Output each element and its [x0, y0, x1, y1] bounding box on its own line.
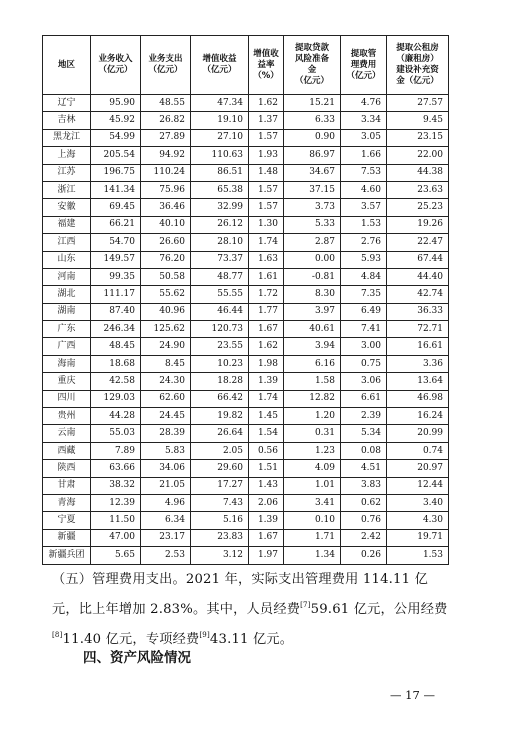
- value-cell: 3.36: [387, 355, 449, 372]
- value-cell: 16.61: [387, 338, 449, 355]
- para-text-2: 59.61 亿元，公用经费: [310, 602, 448, 617]
- table-row: [43, 494, 449, 511]
- value-cell: 7.89: [91, 442, 141, 459]
- value-cell: 1.67: [249, 321, 284, 338]
- value-cell: 73.37: [191, 251, 249, 268]
- value-cell: 1.61: [249, 268, 284, 285]
- region-cell: 青海: [43, 494, 91, 511]
- value-cell: 3.94: [284, 338, 341, 355]
- value-cell: 19.82: [191, 408, 249, 425]
- value-cell: 48.77: [191, 268, 249, 285]
- region-cell: 山东: [43, 251, 91, 268]
- value-cell: 129.03: [91, 390, 141, 407]
- value-cell: 2.87: [284, 234, 341, 251]
- value-cell: 20.97: [387, 460, 449, 477]
- column-header: 业务支出 （亿元）: [141, 36, 191, 95]
- value-cell: 0.31: [284, 425, 341, 442]
- region-cell: 四川: [43, 390, 91, 407]
- value-cell: 36.46: [141, 199, 191, 216]
- value-cell: 0.74: [387, 442, 449, 459]
- value-cell: 26.64: [191, 425, 249, 442]
- value-cell: 1.77: [249, 303, 284, 320]
- value-cell: 110.24: [141, 164, 191, 181]
- value-cell: 69.45: [91, 199, 141, 216]
- table-row: [43, 442, 449, 459]
- value-cell: 24.45: [141, 408, 191, 425]
- value-cell: 94.92: [141, 147, 191, 164]
- table-row: [43, 181, 449, 198]
- value-cell: 22.00: [387, 147, 449, 164]
- value-cell: 72.71: [387, 321, 449, 338]
- region-cell: 重庆: [43, 373, 91, 390]
- value-cell: 1.30: [249, 216, 284, 233]
- value-cell: 18.68: [91, 355, 141, 372]
- value-cell: 0.90: [284, 129, 341, 146]
- region-cell: 甘肃: [43, 477, 91, 494]
- value-cell: 2.05: [191, 442, 249, 459]
- value-cell: 3.57: [341, 199, 387, 216]
- footnote-8: [8]: [52, 631, 63, 639]
- value-cell: -0.81: [284, 268, 341, 285]
- value-cell: 37.15: [284, 181, 341, 198]
- value-cell: 1.97: [249, 547, 284, 564]
- value-cell: 23.17: [141, 529, 191, 546]
- value-cell: 3.73: [284, 199, 341, 216]
- table-row: [43, 147, 449, 164]
- value-cell: 47.00: [91, 529, 141, 546]
- value-cell: 5.16: [191, 512, 249, 529]
- table-row: [43, 425, 449, 442]
- value-cell: 86.51: [191, 164, 249, 181]
- region-cell: 福建: [43, 216, 91, 233]
- revenue-table: [42, 35, 449, 565]
- value-cell: 55.55: [191, 286, 249, 303]
- value-cell: 28.10: [191, 234, 249, 251]
- value-cell: 0.26: [341, 547, 387, 564]
- value-cell: 23.55: [191, 338, 249, 355]
- value-cell: 8.45: [141, 355, 191, 372]
- value-cell: 18.28: [191, 373, 249, 390]
- value-cell: 1.34: [284, 547, 341, 564]
- value-cell: 66.42: [191, 390, 249, 407]
- value-cell: 1.62: [249, 338, 284, 355]
- value-cell: 1.72: [249, 286, 284, 303]
- table-row: [43, 286, 449, 303]
- value-cell: 7.43: [191, 494, 249, 511]
- value-cell: 6.61: [341, 390, 387, 407]
- value-cell: 3.06: [341, 373, 387, 390]
- value-cell: 196.75: [91, 164, 141, 181]
- value-cell: 125.62: [141, 321, 191, 338]
- value-cell: 1.20: [284, 408, 341, 425]
- value-cell: 1.01: [284, 477, 341, 494]
- value-cell: 4.76: [341, 95, 387, 112]
- value-cell: 63.66: [91, 460, 141, 477]
- column-header: 增值收 益率 （%）: [249, 36, 284, 95]
- region-cell: 吉林: [43, 112, 91, 129]
- table-row: [43, 355, 449, 372]
- value-cell: 24.90: [141, 338, 191, 355]
- value-cell: 62.60: [141, 390, 191, 407]
- value-cell: 5.65: [91, 547, 141, 564]
- region-cell: 广东: [43, 321, 91, 338]
- value-cell: 1.39: [249, 373, 284, 390]
- value-cell: 19.26: [387, 216, 449, 233]
- value-cell: 1.67: [249, 529, 284, 546]
- value-cell: 11.50: [91, 512, 141, 529]
- value-cell: 48.45: [91, 338, 141, 355]
- value-cell: 4.84: [341, 268, 387, 285]
- value-cell: 111.17: [91, 286, 141, 303]
- region-cell: 安徽: [43, 199, 91, 216]
- value-cell: 3.97: [284, 303, 341, 320]
- value-cell: 1.71: [284, 529, 341, 546]
- value-cell: 54.70: [91, 234, 141, 251]
- value-cell: 2.76: [341, 234, 387, 251]
- value-cell: 1.57: [249, 129, 284, 146]
- table-header-row: [43, 36, 449, 95]
- para-text-1: （五）管理费用支出。2021 年，实际支出管理费用 114.11 亿元，比上年增加 2.83%。其中，人员经费: [52, 572, 429, 617]
- value-cell: 1.62: [249, 95, 284, 112]
- region-cell: 河南: [43, 268, 91, 285]
- table-row: [43, 216, 449, 233]
- value-cell: 120.73: [191, 321, 249, 338]
- table-row: [43, 199, 449, 216]
- value-cell: 12.82: [284, 390, 341, 407]
- value-cell: 86.97: [284, 147, 341, 164]
- value-cell: 44.40: [387, 268, 449, 285]
- value-cell: 26.82: [141, 112, 191, 129]
- table-row: [43, 164, 449, 181]
- value-cell: 10.23: [191, 355, 249, 372]
- value-cell: 32.99: [191, 199, 249, 216]
- value-cell: 1.53: [341, 216, 387, 233]
- value-cell: 3.00: [341, 338, 387, 355]
- value-cell: 6.16: [284, 355, 341, 372]
- value-cell: 7.41: [341, 321, 387, 338]
- value-cell: 44.28: [91, 408, 141, 425]
- value-cell: 1.53: [387, 547, 449, 564]
- value-cell: 1.48: [249, 164, 284, 181]
- value-cell: 110.63: [191, 147, 249, 164]
- value-cell: 1.23: [284, 442, 341, 459]
- region-cell: 江西: [43, 234, 91, 251]
- value-cell: 6.49: [341, 303, 387, 320]
- value-cell: 40.10: [141, 216, 191, 233]
- table-row: [43, 529, 449, 546]
- value-cell: 1.57: [249, 199, 284, 216]
- value-cell: 149.57: [91, 251, 141, 268]
- region-cell: 江苏: [43, 164, 91, 181]
- value-cell: 27.57: [387, 95, 449, 112]
- value-cell: 246.34: [91, 321, 141, 338]
- value-cell: 54.99: [91, 129, 141, 146]
- value-cell: 1.98: [249, 355, 284, 372]
- value-cell: 7.53: [341, 164, 387, 181]
- value-cell: 66.21: [91, 216, 141, 233]
- value-cell: 46.98: [387, 390, 449, 407]
- para-text-3: 11.40 亿元，专项经费: [62, 632, 200, 647]
- table-row: [43, 112, 449, 129]
- column-header: 地区: [43, 36, 91, 95]
- value-cell: 65.38: [191, 181, 249, 198]
- value-cell: 47.34: [191, 95, 249, 112]
- value-cell: 21.05: [141, 477, 191, 494]
- value-cell: 17.27: [191, 477, 249, 494]
- table-row: [43, 547, 449, 564]
- value-cell: 205.54: [91, 147, 141, 164]
- value-cell: 75.96: [141, 181, 191, 198]
- management-expense-paragraph: [52, 565, 452, 655]
- value-cell: 23.63: [387, 181, 449, 198]
- table-row: [43, 234, 449, 251]
- value-cell: 24.30: [141, 373, 191, 390]
- value-cell: 36.33: [387, 303, 449, 320]
- value-cell: 4.09: [284, 460, 341, 477]
- value-cell: 67.44: [387, 251, 449, 268]
- value-cell: 1.93: [249, 147, 284, 164]
- value-cell: 7.35: [341, 286, 387, 303]
- value-cell: 40.61: [284, 321, 341, 338]
- value-cell: 16.24: [387, 408, 449, 425]
- value-cell: 1.45: [249, 408, 284, 425]
- value-cell: 15.21: [284, 95, 341, 112]
- value-cell: 19.10: [191, 112, 249, 129]
- value-cell: 38.32: [91, 477, 141, 494]
- value-cell: 4.60: [341, 181, 387, 198]
- value-cell: 42.58: [91, 373, 141, 390]
- table-row: [43, 338, 449, 355]
- region-cell: 湖南: [43, 303, 91, 320]
- table-row: [43, 321, 449, 338]
- value-cell: 0.00: [284, 251, 341, 268]
- region-cell: 新疆: [43, 529, 91, 546]
- region-cell: 广西: [43, 338, 91, 355]
- value-cell: 3.41: [284, 494, 341, 511]
- table-row: [43, 95, 449, 112]
- value-cell: 23.83: [191, 529, 249, 546]
- value-cell: 1.74: [249, 234, 284, 251]
- value-cell: 3.40: [387, 494, 449, 511]
- table-row: [43, 251, 449, 268]
- value-cell: 141.34: [91, 181, 141, 198]
- value-cell: 2.53: [141, 547, 191, 564]
- value-cell: 6.34: [141, 512, 191, 529]
- value-cell: 42.74: [387, 286, 449, 303]
- table-row: [43, 303, 449, 320]
- value-cell: 0.76: [341, 512, 387, 529]
- region-cell: 云南: [43, 425, 91, 442]
- column-header: 提取管 理费用 （亿元）: [341, 36, 387, 95]
- value-cell: 34.06: [141, 460, 191, 477]
- column-header: 业务收入 （亿元）: [91, 36, 141, 95]
- value-cell: 9.45: [387, 112, 449, 129]
- value-cell: 0.10: [284, 512, 341, 529]
- value-cell: 34.67: [284, 164, 341, 181]
- value-cell: 1.51: [249, 460, 284, 477]
- value-cell: 3.83: [341, 477, 387, 494]
- region-cell: 黑龙江: [43, 129, 91, 146]
- value-cell: 20.99: [387, 425, 449, 442]
- section-heading: 四、资产风险情况: [83, 650, 191, 666]
- value-cell: 5.83: [141, 442, 191, 459]
- table-body: [43, 95, 449, 565]
- value-cell: 4.96: [141, 494, 191, 511]
- region-cell: 西藏: [43, 442, 91, 459]
- table-row: [43, 129, 449, 146]
- value-cell: 4.51: [341, 460, 387, 477]
- value-cell: 0.62: [341, 494, 387, 511]
- value-cell: 12.44: [387, 477, 449, 494]
- region-cell: 上海: [43, 147, 91, 164]
- value-cell: 55.62: [141, 286, 191, 303]
- value-cell: 8.30: [284, 286, 341, 303]
- value-cell: 3.34: [341, 112, 387, 129]
- value-cell: 99.35: [91, 268, 141, 285]
- value-cell: 26.60: [141, 234, 191, 251]
- value-cell: 26.12: [191, 216, 249, 233]
- value-cell: 5.33: [284, 216, 341, 233]
- value-cell: 12.39: [91, 494, 141, 511]
- value-cell: 46.44: [191, 303, 249, 320]
- value-cell: 23.15: [387, 129, 449, 146]
- value-cell: 6.33: [284, 112, 341, 129]
- value-cell: 1.54: [249, 425, 284, 442]
- table-row: [43, 512, 449, 529]
- value-cell: 0.08: [341, 442, 387, 459]
- value-cell: 0.75: [341, 355, 387, 372]
- table-row: [43, 408, 449, 425]
- value-cell: 76.20: [141, 251, 191, 268]
- region-cell: 辽宁: [43, 95, 91, 112]
- region-cell: 宁夏: [43, 512, 91, 529]
- value-cell: 48.55: [141, 95, 191, 112]
- value-cell: 55.03: [91, 425, 141, 442]
- value-cell: 2.06: [249, 494, 284, 511]
- value-cell: 28.39: [141, 425, 191, 442]
- value-cell: 5.34: [341, 425, 387, 442]
- value-cell: 1.74: [249, 390, 284, 407]
- value-cell: 50.58: [141, 268, 191, 285]
- para-text-4: 43.11 亿元。: [209, 632, 294, 647]
- value-cell: 1.63: [249, 251, 284, 268]
- value-cell: 95.90: [91, 95, 141, 112]
- footnote-9: [9]: [199, 631, 210, 639]
- column-header: 提取贷款 风险准备 金 （亿元）: [284, 36, 341, 95]
- value-cell: 1.43: [249, 477, 284, 494]
- region-cell: 陕西: [43, 460, 91, 477]
- column-header: 提取公租房 （廉租房） 建设补充资 金（亿元）: [387, 36, 449, 95]
- value-cell: 22.47: [387, 234, 449, 251]
- value-cell: 19.71: [387, 529, 449, 546]
- value-cell: 1.58: [284, 373, 341, 390]
- value-cell: 3.05: [341, 129, 387, 146]
- value-cell: 27.10: [191, 129, 249, 146]
- value-cell: 13.64: [387, 373, 449, 390]
- value-cell: 40.96: [141, 303, 191, 320]
- table-row: [43, 268, 449, 285]
- region-cell: 海南: [43, 355, 91, 372]
- value-cell: 1.66: [341, 147, 387, 164]
- table-row: [43, 477, 449, 494]
- value-cell: 1.37: [249, 112, 284, 129]
- table-row: [43, 390, 449, 407]
- value-cell: 1.57: [249, 181, 284, 198]
- value-cell: 29.60: [191, 460, 249, 477]
- value-cell: 27.89: [141, 129, 191, 146]
- table-row: [43, 460, 449, 477]
- value-cell: 3.12: [191, 547, 249, 564]
- page-number: — 17 —: [390, 688, 435, 702]
- value-cell: 87.40: [91, 303, 141, 320]
- value-cell: 25.23: [387, 199, 449, 216]
- region-cell: 浙江: [43, 181, 91, 198]
- value-cell: 2.39: [341, 408, 387, 425]
- footnote-7: [7]: [300, 601, 311, 609]
- value-cell: 45.92: [91, 112, 141, 129]
- region-cell: 新疆兵团: [43, 547, 91, 564]
- value-cell: 4.30: [387, 512, 449, 529]
- region-cell: 湖北: [43, 286, 91, 303]
- value-cell: 5.93: [341, 251, 387, 268]
- value-cell: 44.38: [387, 164, 449, 181]
- region-cell: 贵州: [43, 408, 91, 425]
- value-cell: 0.56: [249, 442, 284, 459]
- table-row: [43, 373, 449, 390]
- value-cell: 2.42: [341, 529, 387, 546]
- value-cell: 1.39: [249, 512, 284, 529]
- column-header: 增值收益 （亿元）: [191, 36, 249, 95]
